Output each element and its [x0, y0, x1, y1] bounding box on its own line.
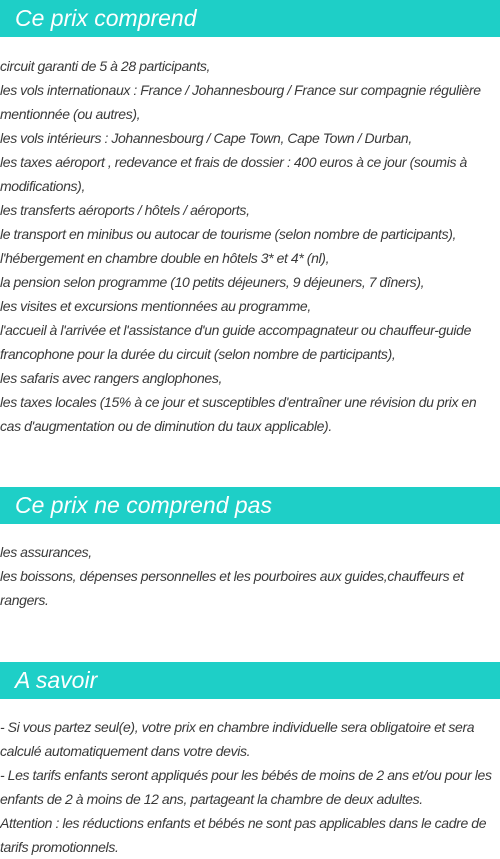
list-item: - Les tarifs enfants seront appliqués pour les bébés de moins de 2 ans et/ou pour les enfants de 2 à moins de 12 ans, partageant la chambre de deux adultes. — [0, 767, 492, 807]
included-list — [0, 54, 500, 438]
list-item: les visites et excursions mentionnées au programme, — [0, 298, 311, 314]
good-to-know-list — [0, 715, 500, 859]
list-item: l'hébergement en chambre double en hôtels 3* et 4* (nl), — [0, 250, 330, 266]
list-item: les vols internationaux : France / Johannesbourg / France sur compagnie régulière mentionnée (ou autres), — [0, 82, 481, 122]
list-item: Attention : les réductions enfants et bébés ne sont pas applicables dans le cadre de tarifs promotionnels. — [0, 815, 487, 855]
list-item: les transferts aéroports / hôtels / aéroports, — [0, 202, 250, 218]
list-item: la pension selon programme (10 petits déjeuners, 9 déjeuners, 7 dîners), — [0, 274, 425, 290]
list-item: circuit garanti de 5 à 28 participants, — [0, 58, 211, 74]
not-included-list — [0, 540, 500, 612]
list-item: les boissons, dépenses personnelles et les pourboires aux guides,chauffeurs et rangers. — [0, 568, 464, 608]
list-item: les vols intérieurs : Johannesbourg / Cape Town, Cape Town / Durban, — [0, 130, 412, 146]
section-header-included: Ce prix comprend — [0, 0, 500, 37]
section-header-good-to-know: A savoir — [0, 662, 500, 699]
section-header-not-included: Ce prix ne comprend pas — [0, 487, 500, 524]
list-item: les taxes locales (15% à ce jour et susceptibles d'entraîner une révision du prix en cas d'augmentation ou de diminution du taux applicable). — [0, 394, 477, 434]
list-item: le transport en minibus ou autocar de tourisme (selon nombre de participants), — [0, 226, 457, 242]
list-item: - Si vous partez seul(e), votre prix en chambre individuelle sera obligatoire et sera calculé automatiquement dans votre devis. — [0, 719, 475, 759]
list-item: les assurances, — [0, 544, 92, 560]
list-item: les safaris avec rangers anglophones, — [0, 370, 223, 386]
list-item: les taxes aéroport , redevance et frais de dossier : 400 euros à ce jour (soumis à modifications), — [0, 154, 467, 194]
list-item: l'accueil à l'arrivée et l'assistance d'un guide accompagnateur ou chauffeur-guide francophone pour la durée du circuit (selon nombre de participants), — [0, 322, 472, 362]
